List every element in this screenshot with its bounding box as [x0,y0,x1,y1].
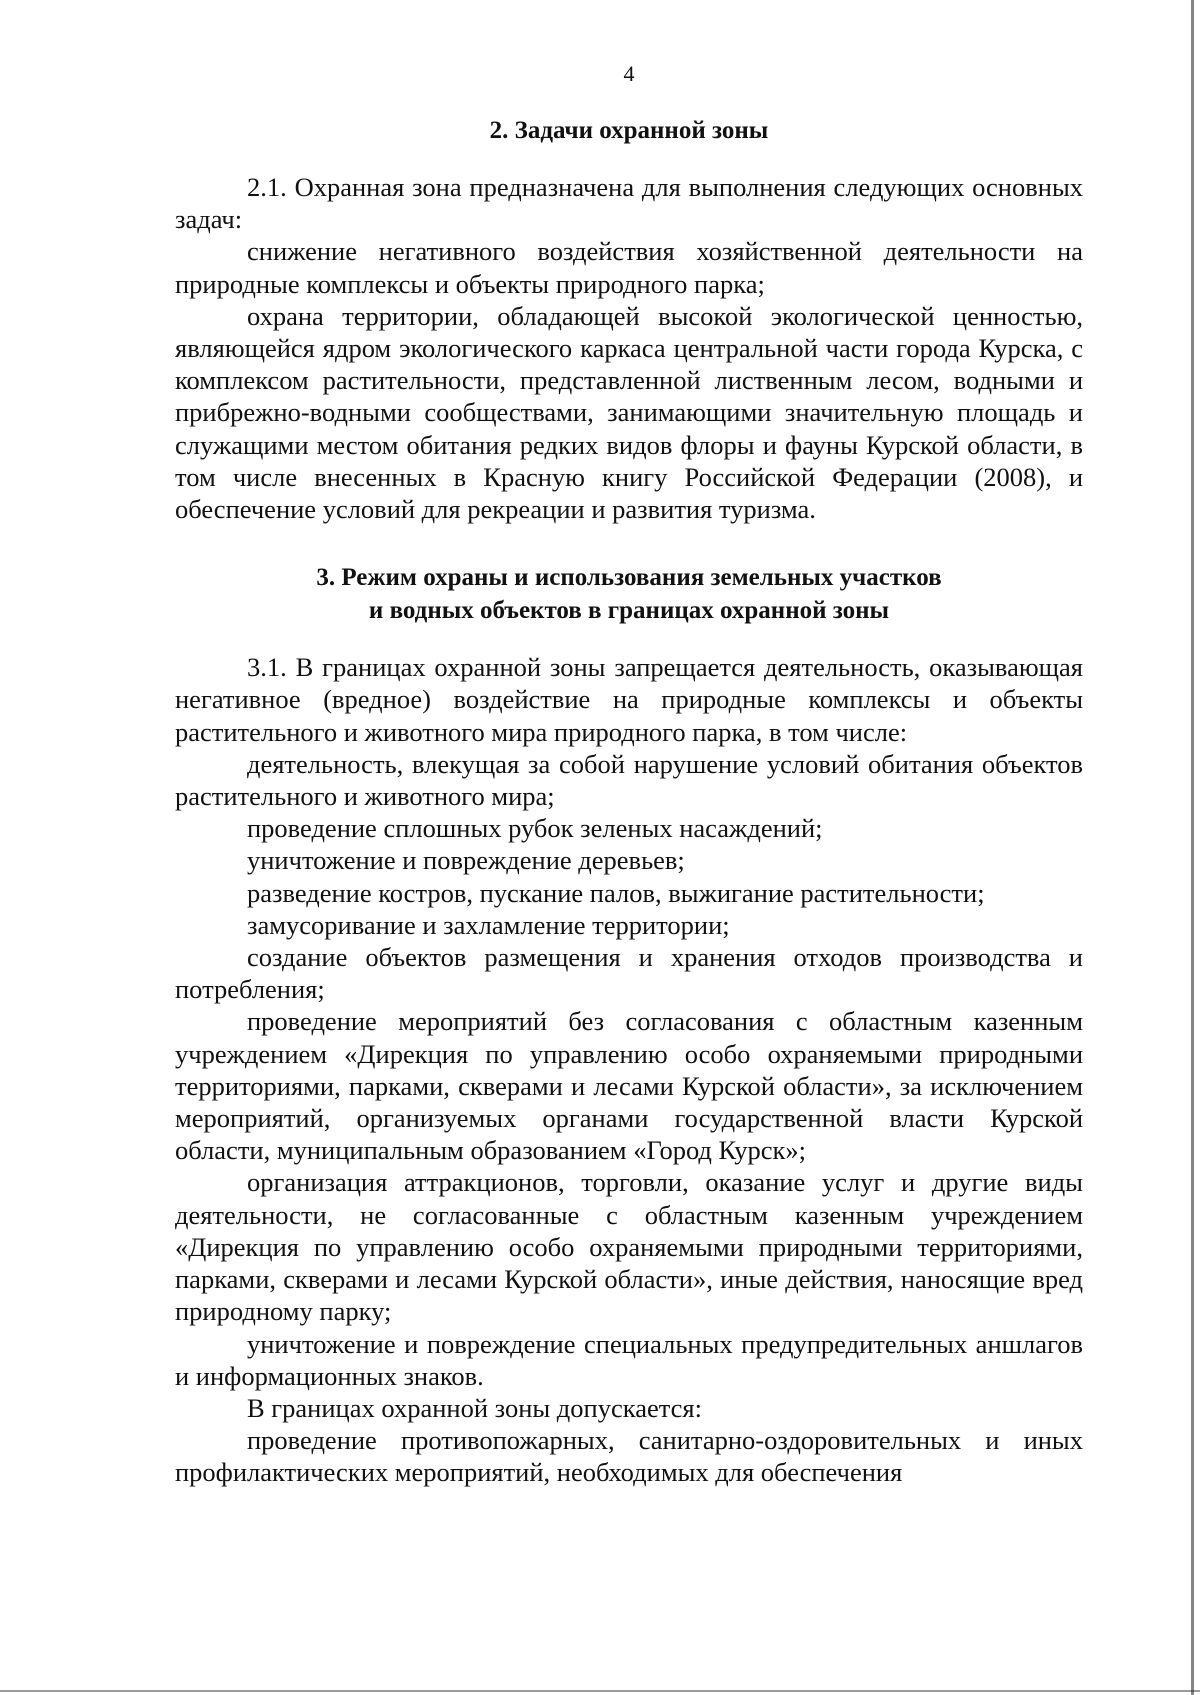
page-number: 4 [623,61,635,86]
section-3-paragraph: деятельность, влекущая за собой нарушение условий обитания объектов растительного и животного мира; [175,748,1083,812]
section-3-heading-line: 3. Режим охраны и использования земельных участков [316,564,942,592]
scan-edge-bottom [0,1690,1200,1692]
scan-edge-right [1191,0,1194,1695]
section-3-paragraph: уничтожение и повреждение деревьев; [247,845,685,876]
section-2-heading: 2. Задачи охранной зоны [489,117,769,144]
section-2-paragraph: охрана территории, обладающей высокой экологической ценностью, являющейся ядром экологического каркаса центральной части города Курска, с комплексом растительности, представленной лиственным лесом, водными и прибрежно-водными сообществами, занимающими значительную площадь и служащими местом обитания редких видов флоры и фауны Курской области, в том числе внесенных в Красную книгу Российской Федерации (2008), и обеспечение условий для рекреации и развития туризма. [175,300,1083,525]
section-3-paragraph: разведение костров, пускание палов, выжигание растительности; [247,877,985,908]
section-3-heading [175,561,1083,627]
section-3-paragraph: уничтожение и повреждение специальных предупредительных аншлагов и информационных знаков. [175,1328,1083,1391]
section-3-paragraph: 3.1. В границах охранной зоны запрещается деятельность, оказывающая негативное (вредное) воздействие на природные комплексы и объекты растительного и животного мира природного парка, в том числе: [175,652,1083,747]
section-3-paragraph: В границах охранной зоны допускается: [247,1392,702,1423]
page-content [175,58,1083,1489]
section-3-paragraph: проведение противопожарных, санитарно-оздоровительных и иных профилактических мероприятий, необходимых для обеспечения [175,1425,1083,1488]
section-3-paragraph: создание объектов размещения и хранения отходов производства и потребления; [175,942,1083,1005]
section-2-paragraph: 2.1. Охранная зона предназначена для выполнения следующих основных задач: [175,172,1083,235]
section-3-heading-line: и водных объектов в границах охранной зоны [368,597,890,625]
section-3-paragraph: проведение сплошных рубок зеленых насаждений; [247,813,823,844]
section-3-paragraph: замусоривание и захламление территории; [247,909,730,940]
section-2-paragraph: снижение негативного воздействия хозяйственной деятельности на природные комплексы и объекты природного парка; [175,236,1083,299]
section-3-paragraph: проведение мероприятий без согласования с областным казенным учреждением «Дирекция по управлению особо охраняемыми природными территориями, парками, скверами и лесами Курской области», за исключением мероприятий, организуемых органами государственной власти Курской области, муниципальным образованием «Город Курск»; [175,1006,1083,1166]
section-3-paragraph: организация аттракционов, торговли, оказание услуг и другие виды деятельности, не согласованные с областным казенным учреждением «Дирекция по управлению особо охраняемыми природными территориями, парками, скверами и лесами Курской области», иные действия, наносящие вред природному парку; [175,1167,1083,1327]
